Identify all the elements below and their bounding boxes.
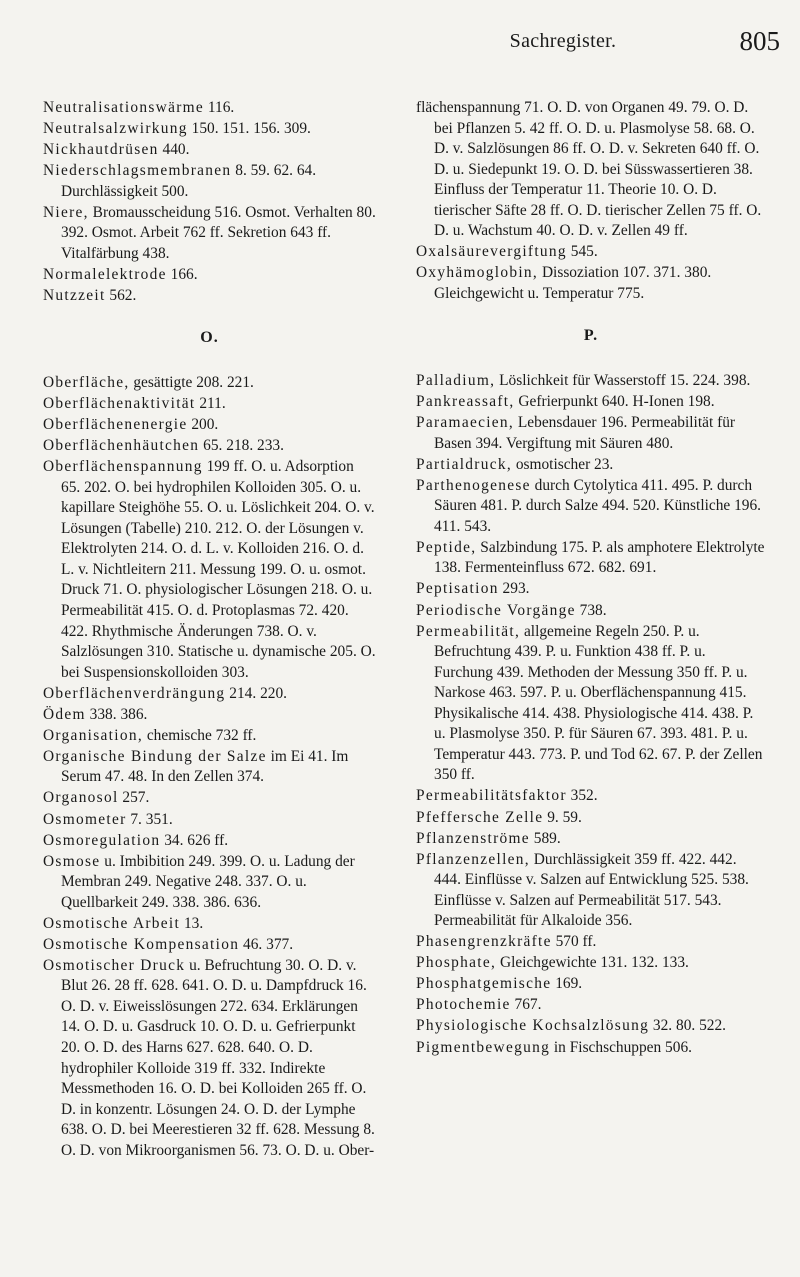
index-references: 562. <box>105 286 137 304</box>
index-references: Löslichkeit für Wasserstoff 15. 224. 398. <box>495 372 751 390</box>
index-references: im Ei 41. Im Serum 47. 48. In den Zellen 374. <box>61 747 349 786</box>
index-entry <box>43 747 376 788</box>
index-entry <box>416 98 766 242</box>
index-references: 545. <box>566 243 598 261</box>
index-references: Gefrierpunkt 640. H-Ionen 198. <box>514 393 715 411</box>
index-entry <box>416 850 766 932</box>
index-entry <box>416 455 766 476</box>
index-references: 570 ff. <box>551 933 597 951</box>
section-letter-heading: O. <box>200 329 219 347</box>
index-entry <box>416 1038 766 1059</box>
index-entry <box>43 265 376 286</box>
index-term: Oberflächenspannung <box>43 458 203 476</box>
index-term: Osmotische Arbeit <box>43 914 181 932</box>
index-term: Osmotischer Druck <box>43 956 186 974</box>
index-entry <box>416 932 766 953</box>
index-references: 338. 386. <box>85 705 148 723</box>
index-term: Oberflächenverdrängung <box>43 684 226 702</box>
index-term: Photochemie <box>416 996 511 1014</box>
index-entry <box>43 852 376 914</box>
index-entry <box>43 286 376 307</box>
index-references: 200. <box>187 416 219 434</box>
index-term: Normalelektrode <box>43 265 167 283</box>
index-entry <box>43 373 376 394</box>
index-references: durch Cytolytica 411. 495. P. durch Säuren 481. P. durch Salze 494. 520. Künstliche 196. 411. 543. <box>434 476 762 535</box>
index-column-left <box>43 98 376 1162</box>
index-entry <box>416 974 766 995</box>
index-entry <box>416 476 766 538</box>
index-references: in Fischschuppen 506. <box>550 1038 692 1056</box>
index-references: 199 ff. O. u. Adsorption 65. 202. O. bei hydrophilen Kolloiden 305. O. u. kapillare Steighöhe 55. O. u. Löslichkeit 204. O. v. Lösungen (Tabelle) 210. 212. O. der Lösungen v. Elektrolyten 214. O. d. L. v. Kolloiden 216. O. d. L. v. Nichtleitern 211. Messung 199. O. u. osmot. Druck 71. O. physiologischer Lösungen 218. O. u. Permeabilität 415. O. d. Protoplasmas 72. 420. 422. Rhythmische Änderungen 738. O. v. Salzlösungen 310. Statische u. dynamische 205. O. bei Suspensionskolloiden 303. <box>61 458 376 681</box>
index-references: Bromausscheidung 516. Osmot. Verhalten 80. 392. Osmot. Arbeit 762 ff. Sekretion 643 ff. Vitalfärbung 438. <box>61 203 376 262</box>
index-term: Phosphate, <box>416 954 497 972</box>
index-term: Partialdruck, <box>416 455 512 473</box>
index-references: 293. <box>498 580 530 598</box>
index-entry <box>416 392 766 413</box>
index-entry <box>43 788 376 809</box>
index-entry <box>416 263 766 304</box>
index-references: 8. 59. 62. 64. Durchlässigkeit 500. <box>61 162 317 200</box>
index-term: Oberflächenenergie <box>43 416 188 434</box>
index-term: Phasengrenzkräfte <box>416 933 552 951</box>
index-references: chemische 732 ff. <box>142 726 257 744</box>
index-term: Oberfläche, <box>43 374 130 392</box>
index-references: 767. <box>510 996 542 1014</box>
index-entry <box>43 956 376 1161</box>
index-entry <box>416 242 766 263</box>
index-references: u. Imbibition 249. 399. O. u. Ladung der Membran 249. Negative 248. 337. O. u. Quellbarkeit 249. 338. 386. 636. <box>61 852 355 911</box>
index-entry <box>43 415 376 436</box>
index-references: 150. 151. 156. 309. <box>187 120 311 138</box>
index-entry <box>416 1016 766 1037</box>
index-entry <box>43 119 376 140</box>
index-entry <box>416 953 766 974</box>
index-references: Durchlässigkeit 359 ff. 422. 442. 444. Einflüsse v. Salzen auf Entwicklung 525. 538. Einflüsse v. Salzen auf Permeabilität 517. 543. Permeabilität für Alkaloide 356. <box>434 850 749 930</box>
index-entry <box>416 622 766 786</box>
index-column-right <box>416 98 766 1059</box>
index-entry <box>43 914 376 935</box>
index-entry <box>416 413 766 454</box>
index-term: Nutzzeit <box>43 286 106 304</box>
index-entry <box>416 829 766 850</box>
running-title: Sachregister. <box>509 30 617 52</box>
index-term: Organische Bindung der Salze <box>43 747 267 765</box>
index-entry <box>43 831 376 852</box>
index-term: Ödem <box>43 705 86 723</box>
index-term: Periodische Vorgänge <box>416 601 576 619</box>
index-entry <box>43 436 376 457</box>
index-references: Salzbindung 175. P. als amphotere Elektrolyte 138. Fermenteinfluss 672. 682. 691. <box>434 538 765 577</box>
index-term: Osmometer <box>43 810 127 828</box>
index-term: Pigmentbewegung <box>416 1038 551 1056</box>
page-number: 805 <box>739 26 780 56</box>
index-term: Oberflächenhäutchen <box>43 437 200 455</box>
index-entry <box>416 808 766 829</box>
index-term: Permeabilitätsfaktor <box>416 787 567 805</box>
index-entry <box>416 538 766 579</box>
index-references: 32. 80. 522. <box>649 1017 727 1035</box>
index-entry <box>43 457 376 683</box>
index-term: Phosphatgemische <box>416 975 552 993</box>
index-references: 211. <box>195 395 226 413</box>
index-entry <box>416 371 766 392</box>
index-entry <box>416 579 766 600</box>
index-term: Organisation, <box>43 726 143 744</box>
index-term: Physiologische Kochsalzlösung <box>416 1017 650 1035</box>
index-references: flächenspannung 71. O. D. von Organen 49. 79. O. D. bei Pflanzen 5. 42 ff. O. D. u. Plasmolyse 58. 68. O. D. v. Salzlösungen 86 ff. O. D. v. Sekreten 640 ff. O. D. u. Siedepunkt 19. O. D. bei Süsswassertieren 38. Einfluss der Temperatur 11. Theorie 10. O. D. tierischer Säfte 28 ff. O. D. tierischer Zellen 75 ff. O. D. u. Wachstum 40. O. D. v. Zellen 49 ff. <box>416 99 762 240</box>
section-letter-heading: P. <box>583 327 599 345</box>
index-term: Osmose <box>43 852 101 870</box>
index-term: Osmotische Kompensation <box>43 935 240 953</box>
index-references: 589. <box>529 829 561 847</box>
index-references: 738. <box>575 601 607 619</box>
index-references: gesättigte 208. 221. <box>129 374 254 392</box>
index-term: Nickhautdrüsen <box>43 141 159 159</box>
index-entry <box>43 810 376 831</box>
index-references: 13. <box>180 914 204 932</box>
index-entry <box>416 786 766 807</box>
index-term: Pflanzenströme <box>416 829 530 847</box>
index-term: Paramaecien, <box>416 414 515 432</box>
index-entry <box>43 203 376 265</box>
index-term: Neutralsalzwirkung <box>43 120 188 138</box>
index-entry <box>43 935 376 956</box>
index-references: 352. <box>566 787 598 805</box>
index-term: Peptisation <box>416 580 499 598</box>
index-term: Oxyhämoglobin, <box>416 264 539 282</box>
index-entry <box>43 726 376 747</box>
index-references: 166. <box>166 265 198 283</box>
index-references: 169. <box>551 975 583 993</box>
index-entry <box>43 684 376 705</box>
index-term: Niere, <box>43 203 89 221</box>
index-term: Parthenogenese <box>416 476 531 494</box>
index-references: 9. 59. <box>543 808 582 826</box>
index-term: Permeabilität, <box>416 622 521 640</box>
index-references: allgemeine Regeln 250. P. u. Befruchtung 439. P. u. Funktion 438 ff. P. u. Furchung 439. Methoden der Messung 350 ff. P. u. Narkose 463. 597. P. u. Oberflächenspannung 415. Physikalische 414. 438. Physiologische 414. 438. P. u. Plasmolyse 350. P. für Säuren 67. 393. 481. P. u. Temperatur 443. 773. P. und Tod 62. 67. P. der Zellen 350 ff. <box>434 622 763 784</box>
index-references: Gleichgewichte 131. 132. 133. <box>496 954 689 972</box>
index-term: Peptide, <box>416 538 477 556</box>
index-references: 440. <box>158 141 190 159</box>
index-entry <box>43 394 376 415</box>
index-references: 46. 377. <box>239 935 294 953</box>
index-term: Osmoregulation <box>43 831 161 849</box>
index-entry <box>43 98 376 119</box>
index-references: 7. 351. <box>126 810 173 828</box>
index-references: 116. <box>204 99 235 116</box>
index-term: Pflanzenzellen, <box>416 850 530 868</box>
index-term: Pfeffersche Zelle <box>416 808 544 826</box>
page-header <box>0 0 800 80</box>
index-references: Lebensdauer 196. Permeabilität für Basen 394. Vergiftung mit Säuren 480. <box>434 414 736 452</box>
index-term: Oberflächenaktivität <box>43 395 196 413</box>
index-term: Organosol <box>43 789 119 807</box>
index-term: Palladium, <box>416 372 496 390</box>
index-entry <box>416 995 766 1016</box>
index-references: 65. 218. 233. <box>199 437 284 455</box>
index-entry <box>43 140 376 161</box>
index-references: osmotischer 23. <box>511 455 614 473</box>
index-references: u. Befruchtung 30. O. D. v. Blut 26. 28 ff. 628. 641. O. D. u. Dampfdruck 16. O. D. v. Eiweisslösungen 272. 634. Erklärungen 14. O. D. u. Gasdruck 10. O. D. u. Gefrierpunkt 20. O. D. des Harns 627. 628. 640. O. D. hydrophiler Kolloide 319 ff. 332. Indirekte Messmethoden 16. O. D. bei Kolloiden 265 ff. O. D. in konzentr. Lösungen 24. O. D. der Lymphe 638. O. D. bei Meerestieren 32 ff. 628. Messung 8. O. D. von Mikroorganismen 56. 73. O. D. u. Ober- <box>61 956 375 1159</box>
index-references: Dissoziation 107. 371. 380. Gleichgewicht u. Temperatur 775. <box>434 264 712 302</box>
index-references: 34. 626 ff. <box>160 831 229 849</box>
index-term: Oxalsäurevergiftung <box>416 243 567 261</box>
index-references: 257. <box>118 789 150 807</box>
index-references: 214. 220. <box>225 684 287 702</box>
index-entry <box>43 705 376 726</box>
index-term: Neutralisationswärme <box>43 99 205 116</box>
index-entry <box>43 161 376 202</box>
index-entry <box>416 601 766 622</box>
index-term: Niederschlagsmembranen <box>43 162 232 180</box>
index-term: Pankreassaft, <box>416 393 515 411</box>
